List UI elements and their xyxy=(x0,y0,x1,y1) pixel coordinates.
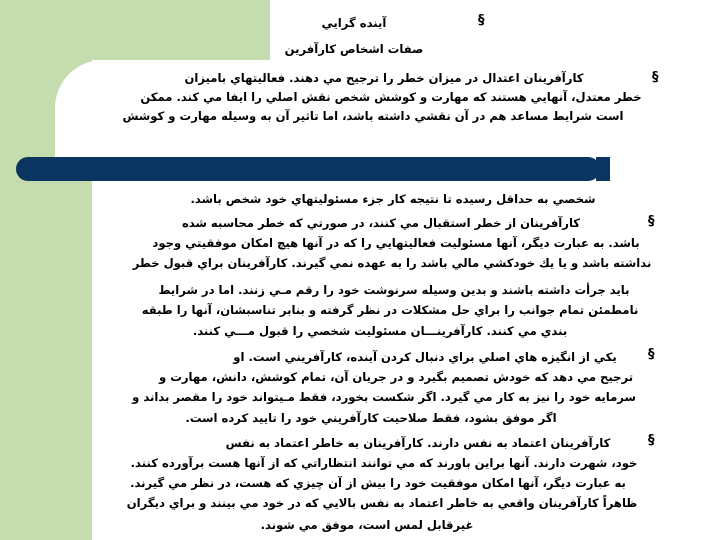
slide-title: آينده گرايي xyxy=(321,16,387,30)
paragraph-line: كارآفرينان اعتدال در ميزان خطر را ترجيح مي دهند. فعاليتهاي باميزان xyxy=(184,71,584,85)
paragraph-line: شخصي به حداقل رسيده تا نتيجه كار جزء مسئوليتهاي خود شخص باشد. xyxy=(190,192,596,206)
paragraph-line: خود، شهرت دارند. آنها براين باورند كه مي توانند انتظاراتي كه از آنها هست برآورده كنند. xyxy=(130,456,638,470)
section-mark: § xyxy=(648,214,655,229)
slide-subtitle: صفات اشخاص كارآفرين xyxy=(284,42,424,56)
paragraph-line: سرمايه خود را نيز به كار مي گيرد. اگر شكست بخورد، فقط مـيتواند خود را مقصر بداند و xyxy=(132,390,636,404)
paragraph-line: ترجيح مي دهد كه خودش تصميم بگيرد و در جريان آن، تمام كوشش، دانش، مهارت و xyxy=(158,370,634,384)
paragraph-line: به عبارت ديگر، آنها امكان موفقيت خود را بيش از آن چيزي كه هست، در نظر مي گيرند. xyxy=(130,476,626,490)
paragraph-line: اگر موفق بشود، فقط صلاحيت كارآفريني خود را تاييد كرده است. xyxy=(185,411,557,425)
section-mark: § xyxy=(478,13,485,28)
paragraph-line: نامطمئن تمام جوانب را براي حل مشكلات در نظر گرفته و بنابر تناسبشان، آنها را طبقه xyxy=(141,303,639,317)
section-mark: § xyxy=(648,433,655,448)
paragraph-line: بايد جرأت داشته باشند و بدين وسيله سرنوشت خود را رقم مـي زنند. اما در شرايط xyxy=(158,283,630,297)
section-mark: § xyxy=(652,70,659,85)
paragraph-line: غيرقابل لمس است، موفق مي شوند. xyxy=(260,518,474,532)
paragraph-line: كارآفرينان اعتماد به نفس دارند. كارآفرينان به خاطر اعتماد به نفس xyxy=(225,436,611,450)
paragraph-line: است شرايط مساعد هم در آن نقشي داشته باشد، اما تاثير آن به وسيله مهارت و كوشش xyxy=(122,109,624,123)
paragraph-line: ظاهراً كارآفرينان واقعي به خاطر اعتماد به نفس بالايي كه در خود مي بينند و براي ديگران xyxy=(126,496,638,510)
paragraph-line: يكي از انگيزه هاي اصلي براي دنبال كردن آينده، كارآفريني است. او xyxy=(233,350,617,364)
paragraph-line: خطر معتدل، آنهايي هستند كه مهارت و كوشش شخص نقش اصلي را ايفا مي كند. ممكن xyxy=(140,90,642,104)
paragraph-line: نداشته باشد و يا يك خودكشي مالي باشد را به عهده نمي گيرند. كارآفرينان براي قبول خطر xyxy=(132,256,652,270)
paragraph-line: باشد. به عبارت ديگر، آنها مسئوليت فعاليتهايي را كه در آنها هيچ امكان موفقيتي وجود xyxy=(152,236,640,250)
paragraph-line: بندي مي كنند. كارآفرينـــان مسئوليت شخصي را قبول مـــي كنند. xyxy=(192,324,568,338)
section-mark: § xyxy=(648,347,655,362)
paragraph-line: كارآفرينان از خطر استقبال مي كنند، در صورتي كه خطر محاسبه شده xyxy=(181,216,581,230)
